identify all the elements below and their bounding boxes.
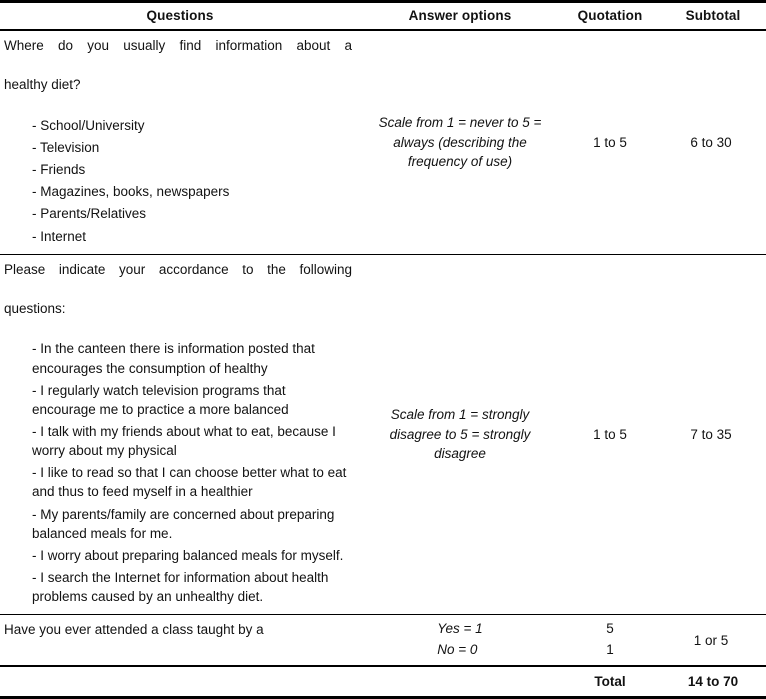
- list-item: - School/University: [32, 117, 145, 133]
- list-item: - I regularly watch television programs that encourage me to practice a more balanced: [32, 382, 289, 417]
- question-cell-3: Have you ever attended a class taught by a: [0, 615, 360, 666]
- subtotal-cell-2: 7 to 35: [660, 254, 766, 615]
- list-item: - I talk with my friends about what to eat, because I worry about my physical: [32, 423, 336, 459]
- list-item: - Television: [32, 139, 100, 155]
- header-row: [0, 2, 766, 31]
- column-header-questions: Questions: [0, 2, 360, 31]
- question-cell-1: [0, 30, 360, 254]
- answer-options-cell-2: Scale from 1 = strongly disagree to 5 = strongly disagree: [360, 254, 560, 615]
- answer-option-yes: Yes = 1: [437, 621, 483, 637]
- question-item-list-1: [4, 115, 352, 247]
- question-cell-2: [0, 254, 360, 615]
- question-lead-line-1: Please indicate your accordance to the following: [4, 261, 352, 277]
- table-header: [0, 2, 766, 31]
- quotation-cell-1: 1 to 5: [560, 30, 660, 254]
- subtotal-cell-1: 6 to 30: [660, 30, 766, 254]
- list-item: - In the canteen there is information posted that encourages the consumption of healthy: [32, 341, 315, 376]
- question-item-list-2: [4, 338, 352, 607]
- column-header-subtotal: Subtotal: [660, 2, 766, 31]
- quotation-value-yes: 5: [606, 621, 614, 637]
- list-item: - Parents/Relatives: [32, 206, 147, 222]
- question-lead-line-1: Where do you usually find information about a: [4, 38, 352, 54]
- question-lead-line-2: questions:: [4, 301, 66, 317]
- list-item: - My parents/family are concerned about preparing balanced meals for me.: [32, 506, 335, 541]
- list-item: - I like to read so that I can choose better what to eat and thus to feed myself in a healthier: [32, 465, 347, 500]
- list-item: - I search the Internet for information about health problems caused by an unhealthy diet.: [32, 570, 329, 605]
- table-body: [0, 30, 766, 697]
- answer-options-cell-1: Scale from 1 = never to 5 = always (describing the frequency of use): [360, 30, 560, 254]
- yes-no-stack: [437, 619, 482, 660]
- question-lead-line-2: healthy diet?: [4, 77, 81, 93]
- list-item: - Friends: [32, 162, 86, 178]
- quotation-cell-2: 1 to 5: [560, 254, 660, 615]
- list-item: - I worry about preparing balanced meals for myself.: [32, 547, 344, 563]
- total-row: [0, 666, 766, 698]
- list-item: - Internet: [32, 228, 87, 244]
- table-row: [0, 30, 766, 254]
- column-header-quotation: Quotation: [560, 2, 660, 31]
- quotation-cell-3: [560, 615, 660, 666]
- table-row: [0, 615, 766, 666]
- table-row: [0, 254, 766, 615]
- total-row-spacer-questions: [0, 666, 360, 698]
- subtotal-cell-3: 1 or 5: [660, 615, 766, 666]
- list-item: - Magazines, books, newspapers: [32, 184, 230, 200]
- total-row-spacer-answers: [360, 666, 560, 698]
- column-header-answer-options: Answer options: [360, 2, 560, 31]
- quotation-value-no: 1: [606, 641, 614, 657]
- answer-options-cell-3: [360, 615, 560, 666]
- total-value: 14 to 70: [660, 666, 766, 698]
- total-label: Total: [560, 666, 660, 698]
- answer-option-no: No = 0: [437, 641, 478, 657]
